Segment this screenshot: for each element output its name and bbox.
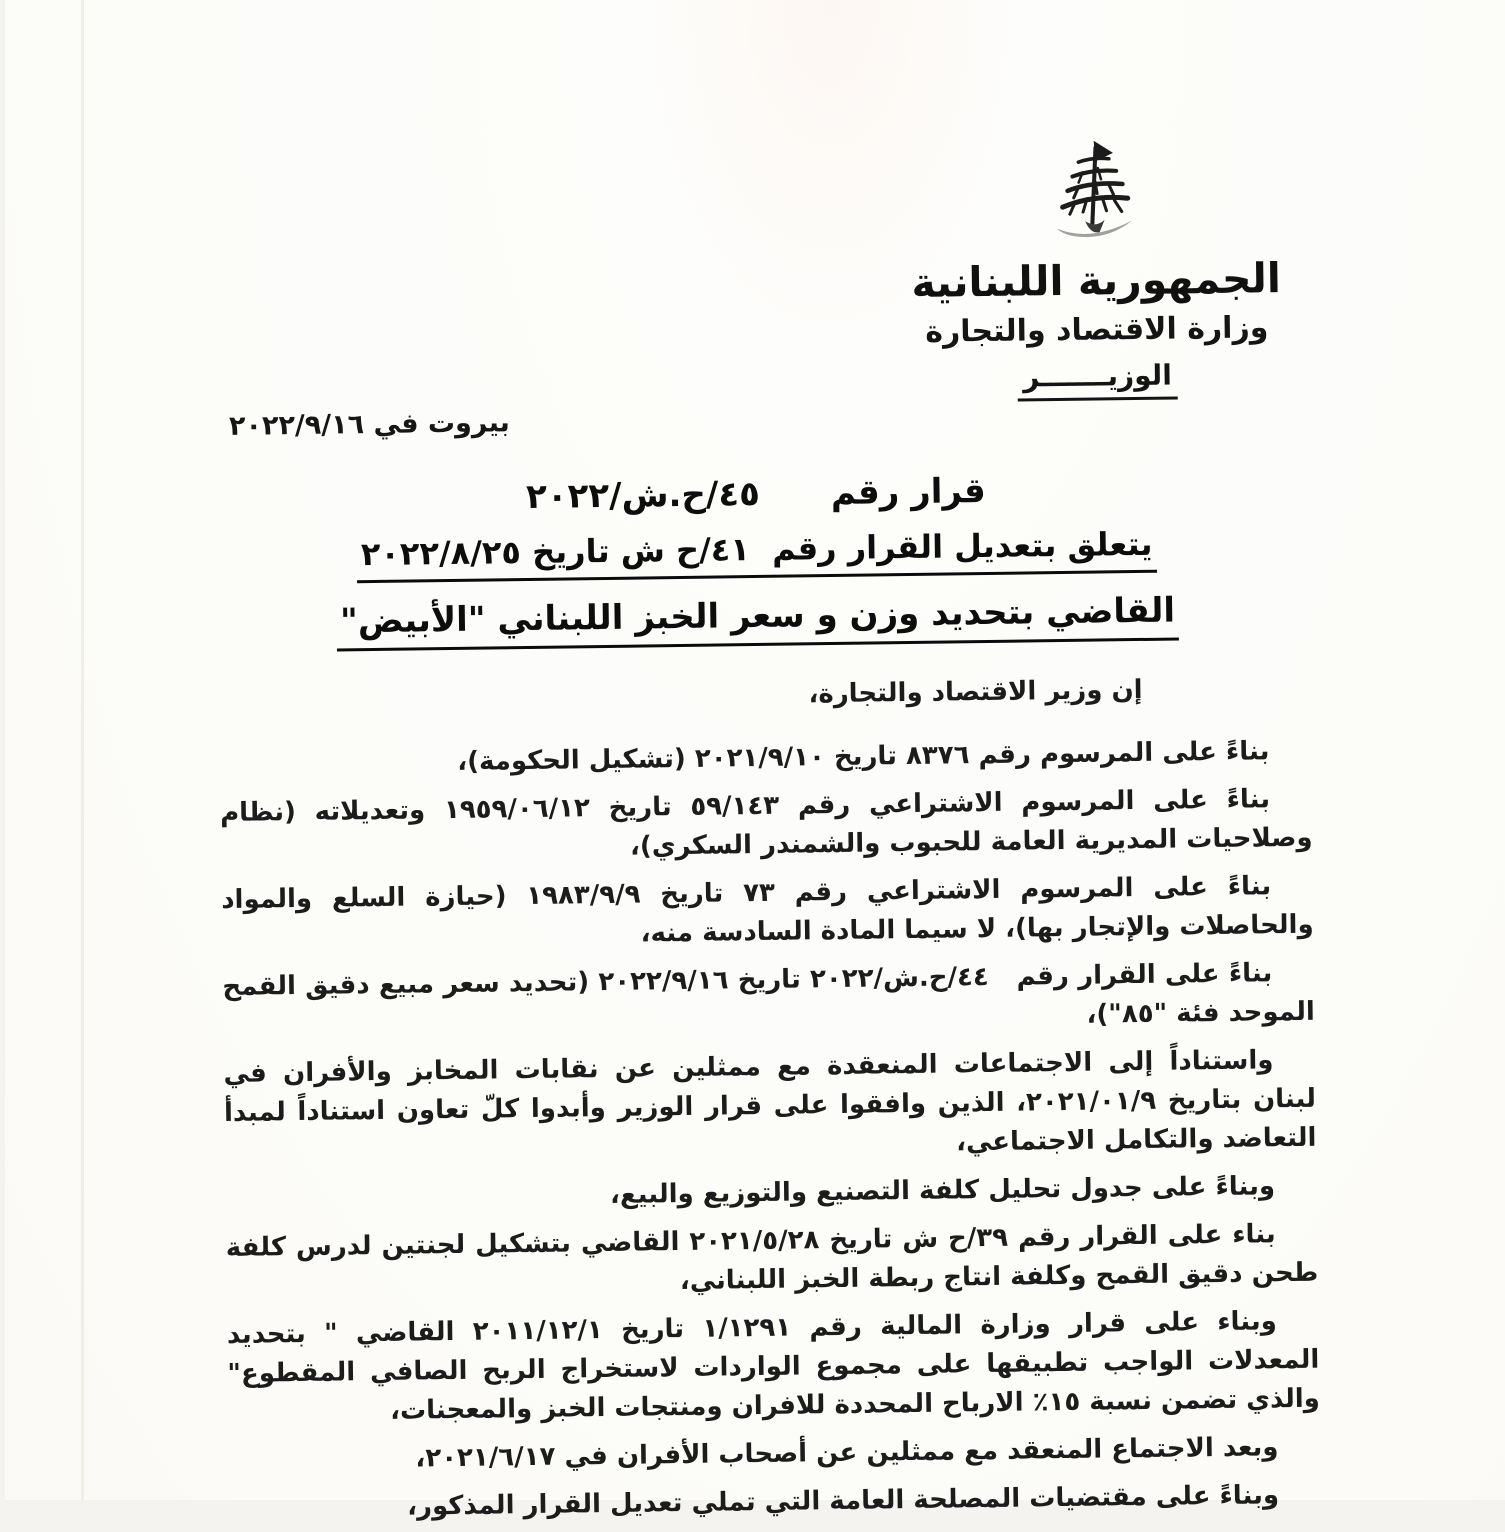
recital-paragraph: وبناء على قرار وزارة المالية رقم ١/١٢٩١ تاريخ ٢٠١١/١٢/١ القاضي " بتحديد المعدلات الواجب تطبيقها على مجموع الواردات لاستخراج الربح الصافي المقطوع" والذي تضمن نسبة ١٥٪ الارباح المحددة للافران ومنتجات الخبز والمعجنات، [226,1306,1321,1426]
recital-paragraph: وبعد الاجتماع المنعقد مع ممثلين عن أصحاب الأفران في ٢٠٢١/٦/١٧، [415,1432,1279,1474]
decree-subject-line: القاضي بتحديد وزن و سعر الخبز اللبناني "الأبيض" [336,590,1180,651]
recital-paragraph: بناءً على القرار رقم ٤٤/ح.ش/٢٠٢٢ تاريخ ٢٠٢٢/٩/١٦ (تحديد سعر مبيع دقيق القمح الموحد فئة "٨٥")، [222,958,1315,1030]
scanned-document-page [5,0,1505,1522]
place-date-line: بيروت في ٢٠٢٢/٩/١٦ [228,407,510,442]
recital-paragraph: بناءً على المرسوم رقم ٨٣٧٦ تاريخ ٢٠٢١/٩/١٠ (تشكيل الحكومة)، [457,736,1270,777]
republic-title: الجمهورية اللبنانية [911,254,1282,307]
recital-paragraph: بناءً على المرسوم الاشتراعي رقم ٧٣ تاريخ ١٩٨٣/٩/٩ (حيازة السلع والمواد والحاصلات والإتجار بها)، لا سيما المادة السادسة منه، [221,871,1314,949]
ministry-name: وزارة الاقتصاد والتجارة [925,310,1269,350]
letterhead [879,131,1312,404]
decree-number-line: قرار رقم ٤٥/ح.ش/٢٠٢٢ [525,470,987,518]
decree-body [218,669,1321,1529]
minister-title: الوزيـــــــر [1017,359,1178,402]
recital-paragraph: بناء على القرار رقم ٣٩/ح ش تاريخ ٢٠٢١/٥/٢٨ القاضي بتشكيل لجنتين لدرس كلفة طحن دقيق القمح وكلفة انتاج ربطة الخبز اللبناني، [225,1219,1319,1297]
recital-paragraph: وبناءً على جدول تحليل كلفة التصنيع والتوزيع والبيع، [609,1171,1276,1210]
recital-paragraph: واستناداً إلى الاجتماعات المنعقدة مع ممثلين عن نقابات المخابز والأفران في لبنان بتاريخ ٢٠٢١/٠١/٩، الذين وافقوا على قرار الوزير وأبدوا كلّ تعاون استناداً لمبدأ التعاضد والتكامل الاجتماعي، [223,1045,1317,1158]
cedar-logo [1039,133,1151,254]
decree-title-block [126,466,1388,654]
recital-paragraph: بناءً على المرسوم الاشتراعي رقم ٥٩/١٤٣ تاريخ ١٩٥٩/٠٦/١٢ وتعديلاته (نظام وصلاحيات المديرية العامة للحبوب والشمندر السكري)، [219,784,1313,862]
decree-amendment-line: يتعلق بتعديل القرار رقم ٤١/ح ش تاريخ ٢٠٢٢/٨/٢٥ [357,525,1157,583]
cutoff-partial-line: وبناءً على مقتضيات المصلحة العامة التي تملي تعديل القرار المذكور، [406,1480,1280,1522]
intro-line: إن وزير الاقتصاد والتجارة، [808,674,1143,710]
